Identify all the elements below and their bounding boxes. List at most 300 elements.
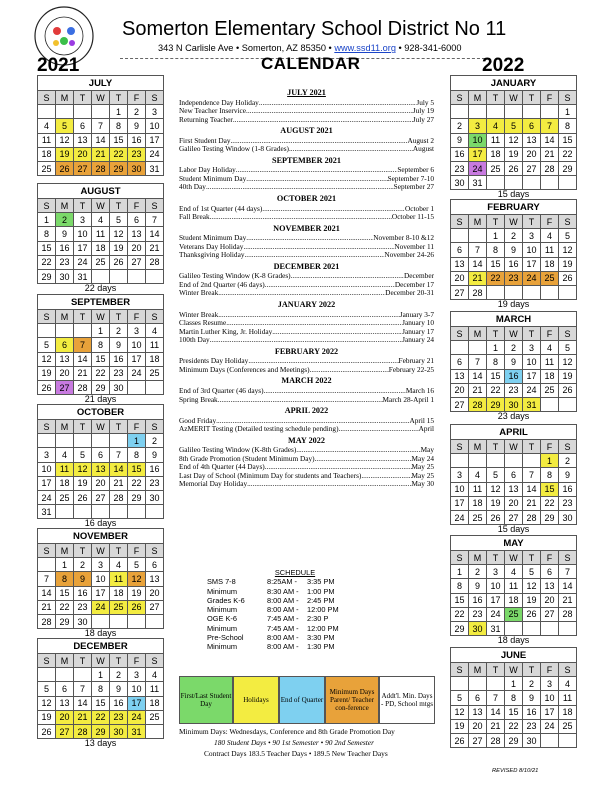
event-date: July 19 xyxy=(412,107,434,116)
footer-line-3: Contract Days 183.5 Teacher Days • 189.5 New Teacher Days xyxy=(204,749,388,758)
event-row xyxy=(179,137,434,146)
day-cell: 29 xyxy=(487,397,505,411)
weekday-header: S xyxy=(559,327,577,341)
day-cell: 10 xyxy=(541,691,559,705)
day-cell: 21 xyxy=(559,593,577,607)
day-cell: 25 xyxy=(146,366,164,380)
day-cell: 17 xyxy=(92,586,110,600)
event-date: February 21 xyxy=(398,357,434,366)
event-row xyxy=(179,166,434,175)
weekday-header: F xyxy=(128,654,146,668)
day-cell: 18 xyxy=(541,369,559,383)
event-label: Last Day of School (Minimum Day for students and Teachers) xyxy=(179,471,362,480)
day-cell: 24 xyxy=(146,147,164,161)
day-cell: 21 xyxy=(487,719,505,733)
day-cell: 24 xyxy=(541,719,559,733)
day-cell: 3 xyxy=(74,213,92,227)
event-date: November 8-10 &12 xyxy=(373,234,434,243)
instructional-days-count: 18 days xyxy=(497,635,530,645)
event-leader-dots xyxy=(272,328,402,337)
day-cell: 19 xyxy=(56,147,74,161)
weekday-header: W xyxy=(92,420,110,434)
day-cell: 16 xyxy=(56,241,74,255)
day-cell: 17 xyxy=(146,133,164,147)
empty-day-cell xyxy=(469,229,487,243)
weekday-header: T xyxy=(74,199,92,213)
day-cell: 30 xyxy=(74,614,92,628)
event-month-heading: FEBRUARY 2022 xyxy=(274,346,339,356)
day-cell: 8 xyxy=(451,579,469,593)
day-cell: 29 xyxy=(56,614,74,628)
day-cell: 27 xyxy=(469,733,487,747)
year-left: 2021 xyxy=(37,55,80,76)
day-cell: 31 xyxy=(38,505,56,519)
day-cell: 6 xyxy=(469,691,487,705)
day-cell: 5 xyxy=(74,448,92,462)
legend-item: Addt'l. Min. Days - PD, School mtgs xyxy=(379,676,435,724)
day-cell: 3 xyxy=(146,105,164,119)
day-cell: 19 xyxy=(559,369,577,383)
day-cell: 11 xyxy=(559,691,577,705)
day-cell: 12 xyxy=(523,579,541,593)
day-cell: 3 xyxy=(38,448,56,462)
schedule-group: SMS 7-8 xyxy=(207,577,236,587)
event-label: Labor Day Holiday xyxy=(179,166,236,175)
weekday-header: T xyxy=(74,544,92,558)
day-cell: 13 xyxy=(523,133,541,147)
day-cell: 18 xyxy=(559,705,577,719)
day-cell: 27 xyxy=(146,600,164,614)
day-cell: 25 xyxy=(38,161,56,175)
schedule-start: 8:30 AM - xyxy=(267,586,299,596)
day-cell: 24 xyxy=(523,383,541,397)
schedule-end: 2:30 P xyxy=(307,614,329,624)
day-cell: 7 xyxy=(469,355,487,369)
event-date: May 24 xyxy=(411,454,434,463)
day-cell: 23 xyxy=(523,719,541,733)
day-cell: 3 xyxy=(523,341,541,355)
day-cell: 13 xyxy=(128,227,146,241)
website-link[interactable]: www.ssd11.org xyxy=(334,43,396,53)
day-cell: 26 xyxy=(38,724,56,738)
day-cell: 20 xyxy=(505,496,523,510)
day-cell: 7 xyxy=(487,691,505,705)
day-cell: 29 xyxy=(559,161,577,175)
weekday-header: T xyxy=(487,91,505,105)
weekday-header: S xyxy=(559,663,577,677)
weekday-header: S xyxy=(559,551,577,565)
schedule-heading: SCHEDULE xyxy=(274,568,316,577)
schedule-row xyxy=(207,587,357,596)
weekday-header: W xyxy=(92,91,110,105)
day-cell: 30 xyxy=(146,490,164,504)
instructional-days-count: 23 days xyxy=(497,411,530,421)
event-row xyxy=(179,328,434,337)
weekday-header: S xyxy=(451,215,469,229)
day-cell: 16 xyxy=(523,705,541,719)
event-label: Independence Day Holiday xyxy=(179,98,259,107)
weekday-header: S xyxy=(38,199,56,213)
schedule-start: 8:00 AM - xyxy=(267,605,299,615)
day-cell: 27 xyxy=(56,724,74,738)
weekday-header: T xyxy=(74,654,92,668)
day-cell: 30 xyxy=(128,161,146,175)
day-cell: 11 xyxy=(505,579,523,593)
weekday-header: M xyxy=(56,544,74,558)
day-cell: 19 xyxy=(38,710,56,724)
month-name: AUGUST xyxy=(38,184,164,199)
event-date: August xyxy=(412,145,434,154)
day-cell: 30 xyxy=(523,733,541,747)
empty-day-cell xyxy=(128,614,146,628)
footer-line-2: 180 Student Days • 90 1st Semester • 90 2nd Semester xyxy=(214,738,374,747)
event-date: October 1 xyxy=(405,204,434,213)
month-table-november xyxy=(37,528,164,629)
weekday-header: S xyxy=(146,91,164,105)
day-cell: 12 xyxy=(74,462,92,476)
event-date: February 22-25 xyxy=(388,365,434,374)
weekday-header: F xyxy=(541,440,559,454)
day-cell: 29 xyxy=(38,269,56,283)
day-cell: 21 xyxy=(110,476,128,490)
schedule-end: 12:00 PM xyxy=(307,605,339,615)
day-cell: 24 xyxy=(74,255,92,269)
day-cell: 3 xyxy=(128,668,146,682)
day-cell: 16 xyxy=(110,352,128,366)
event-date: April 15 xyxy=(409,416,434,425)
schedule-start: 8:00 AM - xyxy=(267,595,299,605)
day-cell: 9 xyxy=(469,579,487,593)
weekday-header: F xyxy=(128,544,146,558)
day-cell: 4 xyxy=(505,565,523,579)
day-cell: 6 xyxy=(541,565,559,579)
day-cell: 6 xyxy=(92,448,110,462)
empty-day-cell xyxy=(128,380,146,394)
day-cell: 13 xyxy=(451,257,469,271)
day-cell: 25 xyxy=(146,710,164,724)
weekday-header: S xyxy=(451,551,469,565)
month-name: JANUARY xyxy=(451,76,577,91)
weekday-header: S xyxy=(146,310,164,324)
day-cell: 7 xyxy=(541,119,559,133)
empty-day-cell xyxy=(146,614,164,628)
empty-day-cell xyxy=(74,505,92,519)
day-cell: 1 xyxy=(38,213,56,227)
event-month-heading: JULY 2021 xyxy=(287,88,326,97)
day-cell: 21 xyxy=(469,271,487,285)
day-cell: 26 xyxy=(559,383,577,397)
day-cell: 2 xyxy=(469,565,487,579)
weekday-header: S xyxy=(451,327,469,341)
day-cell: 21 xyxy=(523,496,541,510)
day-cell: 5 xyxy=(487,468,505,482)
empty-day-cell xyxy=(451,105,469,119)
event-label: Presidents Day Holiday xyxy=(179,357,249,366)
event-leader-dots xyxy=(265,463,412,472)
day-cell: 10 xyxy=(487,579,505,593)
day-cell: 2 xyxy=(523,677,541,691)
day-cell: 20 xyxy=(469,719,487,733)
day-cell: 30 xyxy=(110,380,128,394)
day-cell: 7 xyxy=(38,572,56,586)
empty-day-cell xyxy=(146,724,164,738)
day-cell: 30 xyxy=(451,176,469,190)
empty-day-cell xyxy=(505,621,523,635)
schedule-group: Minimum xyxy=(207,605,237,615)
day-cell: 7 xyxy=(74,338,92,352)
empty-day-cell xyxy=(56,505,74,519)
day-cell: 6 xyxy=(505,468,523,482)
month-table-february xyxy=(450,199,577,300)
day-cell: 16 xyxy=(505,257,523,271)
event-leader-dots xyxy=(226,319,402,328)
day-cell: 6 xyxy=(56,682,74,696)
footer-line-1: Minimum Days: Wednesdays, Conference and 8th Grade Promotion Day xyxy=(179,727,395,736)
weekday-header: T xyxy=(487,440,505,454)
day-cell: 13 xyxy=(56,352,74,366)
instructional-days-count: 15 days xyxy=(497,189,530,199)
day-cell: 12 xyxy=(38,352,56,366)
event-date: September 6 xyxy=(397,166,434,175)
month-name: JULY xyxy=(38,76,164,91)
day-cell: 24 xyxy=(487,607,505,621)
empty-day-cell xyxy=(541,621,559,635)
event-date: January 24 xyxy=(402,336,434,345)
day-cell: 13 xyxy=(92,462,110,476)
month-name: FEBRUARY xyxy=(451,200,577,215)
day-cell: 25 xyxy=(487,161,505,175)
event-label: Galileo Testing Window (1-8 Grades) xyxy=(179,145,289,154)
schedule-group: Minimum xyxy=(207,623,237,633)
event-month-heading: OCTOBER 2021 xyxy=(276,194,337,204)
empty-day-cell xyxy=(128,505,146,519)
day-cell: 30 xyxy=(110,724,128,738)
day-cell: 31 xyxy=(74,269,92,283)
day-cell: 19 xyxy=(559,257,577,271)
day-cell: 26 xyxy=(74,490,92,504)
day-cell: 11 xyxy=(469,482,487,496)
weekday-header: M xyxy=(469,551,487,565)
day-cell: 23 xyxy=(110,710,128,724)
day-cell: 3 xyxy=(469,119,487,133)
weekday-header: T xyxy=(487,551,505,565)
event-leader-dots xyxy=(236,166,398,175)
month-name: MARCH xyxy=(451,312,577,327)
day-cell: 28 xyxy=(541,161,559,175)
day-cell: 11 xyxy=(146,682,164,696)
empty-day-cell xyxy=(56,324,74,338)
day-cell: 28 xyxy=(38,614,56,628)
day-cell: 11 xyxy=(541,243,559,257)
event-row xyxy=(179,272,434,281)
schedule-group: OGE K-6 xyxy=(207,614,237,624)
event-label: 40th Day xyxy=(179,183,206,192)
event-leader-dots xyxy=(289,145,413,154)
day-cell: 22 xyxy=(38,255,56,269)
day-cell: 4 xyxy=(56,448,74,462)
day-cell: 5 xyxy=(559,229,577,243)
day-cell: 22 xyxy=(92,710,110,724)
day-cell: 28 xyxy=(487,733,505,747)
empty-day-cell xyxy=(110,614,128,628)
day-cell: 23 xyxy=(56,255,74,269)
day-cell: 4 xyxy=(92,213,110,227)
day-cell: 16 xyxy=(559,482,577,496)
day-cell: 15 xyxy=(541,482,559,496)
event-date: March 16 xyxy=(405,386,434,395)
day-cell: 24 xyxy=(38,490,56,504)
schedule-row xyxy=(207,633,357,642)
day-cell: 11 xyxy=(110,572,128,586)
weekday-header: T xyxy=(523,327,541,341)
day-cell: 2 xyxy=(559,454,577,468)
weekday-header: S xyxy=(451,440,469,454)
month-name: APRIL xyxy=(451,425,577,440)
schedule-group: Minimum xyxy=(207,642,237,652)
month-table-august xyxy=(37,183,164,284)
day-cell: 24 xyxy=(92,600,110,614)
day-cell: 14 xyxy=(146,227,164,241)
month-table-july xyxy=(37,75,164,176)
weekday-header: S xyxy=(559,215,577,229)
empty-day-cell xyxy=(541,176,559,190)
day-cell: 1 xyxy=(56,558,74,572)
schedule-block xyxy=(207,568,357,652)
schedule-group: Grades K-6 xyxy=(207,595,245,605)
day-cell: 5 xyxy=(523,565,541,579)
day-cell: 17 xyxy=(469,147,487,161)
month-table-september xyxy=(37,294,164,395)
day-cell: 20 xyxy=(541,593,559,607)
event-label: AzMERIT Testing (Detailed testing schedule pending) xyxy=(179,425,339,434)
day-cell: 10 xyxy=(38,462,56,476)
weekday-header: F xyxy=(128,199,146,213)
event-row xyxy=(179,251,434,260)
weekday-header: T xyxy=(523,215,541,229)
event-label: Minimum Days (Conferences and Meetings) xyxy=(179,365,310,374)
event-leader-dots xyxy=(291,272,404,281)
day-cell: 27 xyxy=(505,510,523,524)
weekday-header: S xyxy=(38,91,56,105)
event-row xyxy=(179,366,434,375)
month-name: MAY xyxy=(451,536,577,551)
schedule-group: Pre-School xyxy=(207,633,244,643)
instructional-days-count: 13 days xyxy=(84,738,117,748)
event-row xyxy=(179,472,434,481)
day-cell: 15 xyxy=(487,369,505,383)
event-date: January 3-7 xyxy=(399,310,434,319)
day-cell: 3 xyxy=(541,677,559,691)
day-cell: 22 xyxy=(505,719,523,733)
day-cell: 8 xyxy=(92,682,110,696)
calendar-heading: CALENDAR xyxy=(261,54,361,73)
event-row xyxy=(179,99,434,108)
day-cell: 13 xyxy=(505,482,523,496)
day-cell: 4 xyxy=(38,119,56,133)
event-label: Galileo Testing Window (K-8th Grades) xyxy=(179,446,297,455)
day-cell: 15 xyxy=(128,462,146,476)
day-cell: 4 xyxy=(487,119,505,133)
day-cell: 14 xyxy=(541,133,559,147)
day-cell: 17 xyxy=(487,593,505,607)
weekday-header: F xyxy=(541,663,559,677)
day-cell: 9 xyxy=(505,243,523,257)
day-cell: 7 xyxy=(523,468,541,482)
day-cell: 11 xyxy=(146,338,164,352)
day-cell: 15 xyxy=(505,705,523,719)
day-cell: 12 xyxy=(128,572,146,586)
day-cell: 8 xyxy=(38,227,56,241)
day-cell: 31 xyxy=(523,397,541,411)
schedule-end: 12:00 PM xyxy=(307,623,339,633)
day-cell: 29 xyxy=(451,621,469,635)
day-cell: 9 xyxy=(451,133,469,147)
empty-day-cell xyxy=(146,380,164,394)
event-date: May 25 xyxy=(411,463,434,472)
day-cell: 22 xyxy=(92,366,110,380)
day-cell: 8 xyxy=(56,572,74,586)
day-cell: 14 xyxy=(469,369,487,383)
day-cell: 30 xyxy=(559,510,577,524)
event-month-heading: JANUARY 2022 xyxy=(277,300,336,310)
weekday-header: S xyxy=(146,199,164,213)
empty-day-cell xyxy=(110,434,128,448)
instructional-days-count: 22 days xyxy=(84,283,117,293)
day-cell: 27 xyxy=(128,255,146,269)
day-cell: 4 xyxy=(469,468,487,482)
day-cell: 2 xyxy=(56,213,74,227)
day-cell: 28 xyxy=(469,397,487,411)
day-cell: 7 xyxy=(92,119,110,133)
weekday-header: S xyxy=(451,91,469,105)
event-leader-dots xyxy=(339,425,419,434)
empty-day-cell xyxy=(38,558,56,572)
day-cell: 1 xyxy=(487,341,505,355)
day-cell: 10 xyxy=(469,133,487,147)
day-cell: 2 xyxy=(128,105,146,119)
schedule-start: 8:00 AM - xyxy=(267,642,299,652)
day-cell: 27 xyxy=(92,490,110,504)
legend-item: End of Quarter xyxy=(279,676,325,724)
weekday-header: F xyxy=(128,91,146,105)
day-cell: 11 xyxy=(56,462,74,476)
schedule-row xyxy=(207,605,357,614)
event-row xyxy=(179,107,434,116)
event-row xyxy=(179,116,434,125)
event-date: March 28-April 1 xyxy=(382,395,434,404)
weekday-header: S xyxy=(559,91,577,105)
day-cell: 25 xyxy=(559,719,577,733)
event-label: Student Minimum Day xyxy=(179,234,247,243)
day-cell: 27 xyxy=(56,380,74,394)
month-table-may xyxy=(450,535,577,636)
day-cell: 30 xyxy=(56,269,74,283)
schedule-end: 2:45 PM xyxy=(307,595,335,605)
day-cell: 22 xyxy=(487,383,505,397)
day-cell: 18 xyxy=(92,241,110,255)
event-row xyxy=(179,425,434,434)
weekday-header: S xyxy=(38,544,56,558)
day-cell: 22 xyxy=(541,496,559,510)
day-cell: 1 xyxy=(451,565,469,579)
event-date: September 27 xyxy=(393,183,434,192)
day-cell: 5 xyxy=(128,558,146,572)
event-row xyxy=(179,446,434,455)
month-table-january xyxy=(450,75,577,190)
weekday-header: M xyxy=(56,91,74,105)
day-cell: 14 xyxy=(523,482,541,496)
events-list xyxy=(179,86,434,489)
